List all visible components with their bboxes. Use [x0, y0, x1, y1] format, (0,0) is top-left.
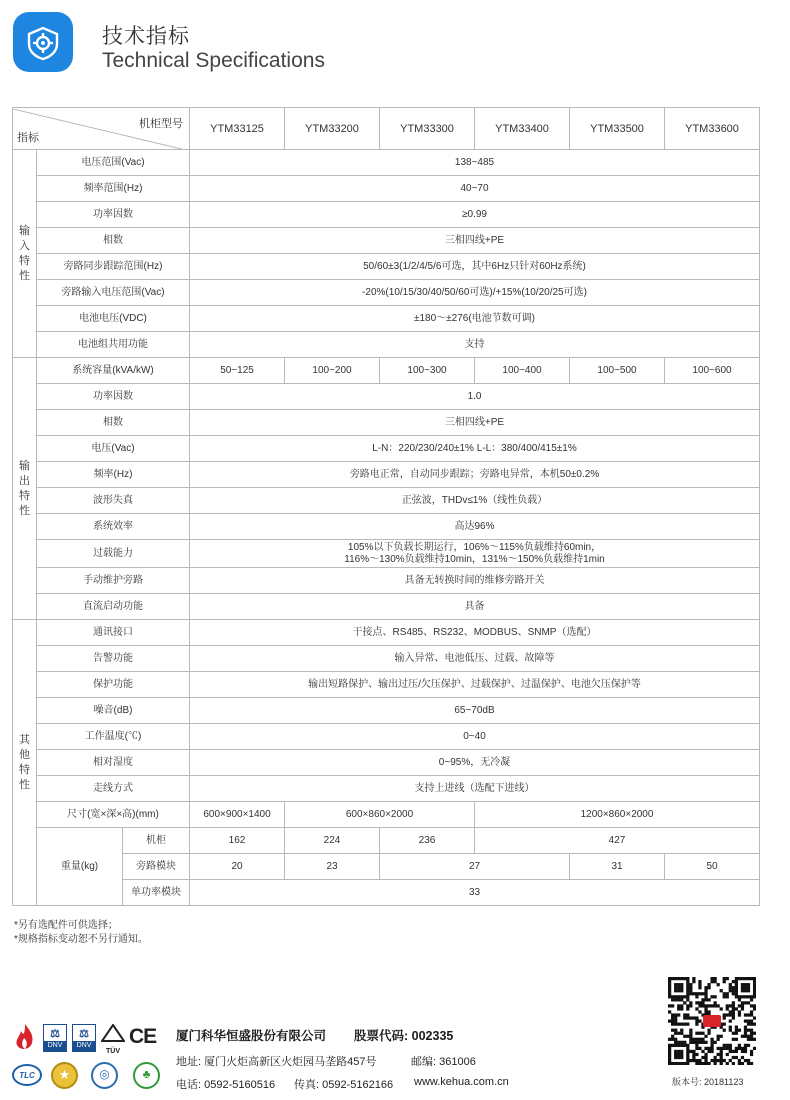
award-seal-icon: ★ — [51, 1062, 78, 1089]
row-label: 工作温度(℃) — [37, 724, 190, 750]
table-row — [13, 462, 760, 488]
table-row — [13, 698, 760, 724]
table-row — [13, 880, 760, 906]
row-value: 旁路电正常，自动同步跟踪；旁路电异常，本机50±0.2% — [190, 462, 760, 488]
row-label: 相数 — [37, 228, 190, 254]
row-value: 正弦波，THDv≤1%（线性负载） — [190, 488, 760, 514]
table-row — [13, 332, 760, 358]
page-title: 技术指标 — [102, 25, 190, 48]
row-value: -20%(10/15/30/40/50/60可选)/+15%(10/20/25可选) — [190, 280, 760, 306]
weight-value: 31 — [570, 854, 665, 880]
row-value: ≥0.99 — [190, 202, 760, 228]
row-label: 直流启动功能 — [37, 594, 190, 620]
table-row — [13, 514, 760, 540]
row-label: 系统容量(kVA/kW) — [37, 358, 190, 384]
row-label: 电压(Vac) — [37, 436, 190, 462]
website-link[interactable]: www.kehua.com.cn — [414, 1076, 509, 1088]
brand-seal-icon: ◎ — [91, 1062, 118, 1089]
capacity-value: 100~500 — [570, 358, 665, 384]
row-label: 手动维护旁路 — [37, 568, 190, 594]
table-corner-cell — [13, 108, 190, 150]
row-value: 输出短路保护、输出过压/欠压保护、过载保护、过温保护、电池欠压保护等 — [190, 672, 760, 698]
row-value: 干接点、RS485、RS232、MODBUS、SNMP（选配） — [190, 620, 760, 646]
table-row — [13, 568, 760, 594]
dimension-value: 600×860×2000 — [285, 802, 475, 828]
flame-logo-icon — [12, 1022, 38, 1054]
table-row — [13, 828, 760, 854]
row-value: 具备无转换时间的维修旁路开关 — [190, 568, 760, 594]
row-value: 三相四线+PE — [190, 410, 760, 436]
table-row — [13, 228, 760, 254]
row-label: 系统效率 — [37, 514, 190, 540]
overload-line-2: 116%～130%负载维持10min，131%～150%负载维持1min — [344, 553, 605, 565]
corner-model-label: 机柜型号 — [139, 117, 184, 130]
row-label: 功率因数 — [37, 384, 190, 410]
row-value — [190, 540, 760, 568]
row-value: 65~70dB — [190, 698, 760, 724]
row-label: 走线方式 — [37, 776, 190, 802]
row-label: 尺寸(宽×深×高)(mm) — [37, 802, 190, 828]
weight-sub-label: 单功率模块 — [123, 880, 190, 906]
table-row — [13, 176, 760, 202]
qr-code-icon — [668, 977, 756, 1065]
row-label: 频率范围(Hz) — [37, 176, 190, 202]
row-label: 波形失真 — [37, 488, 190, 514]
eco-seal-icon: ♣ — [133, 1062, 160, 1089]
row-label: 电池组共用功能 — [37, 332, 190, 358]
table-row — [13, 488, 760, 514]
model-header: YTM33125 — [190, 108, 285, 150]
row-label: 保护功能 — [37, 672, 190, 698]
page-subtitle: Technical Specifications — [102, 49, 325, 72]
row-value: ±180～±276(电池节数可调) — [190, 306, 760, 332]
weight-value: 236 — [380, 828, 475, 854]
table-row — [13, 776, 760, 802]
table-row — [13, 306, 760, 332]
weight-value: 50 — [665, 854, 760, 880]
row-value: 支持 — [190, 332, 760, 358]
weight-value: 23 — [285, 854, 380, 880]
overload-line-1: 105%以下负载长期运行，106%～115%负载维持60min， — [347, 541, 602, 553]
tuv-logo-icon: TÜV — [101, 1024, 125, 1052]
row-label: 电压范围(Vac) — [37, 150, 190, 176]
certification-logos — [12, 1022, 162, 1092]
weight-value: 27 — [380, 854, 570, 880]
model-header: YTM33200 — [285, 108, 380, 150]
postcode: 邮编: 361006 — [411, 1056, 476, 1068]
model-header: YTM33600 — [665, 108, 760, 150]
weight-label: 重量(kg) — [37, 828, 123, 906]
row-label: 旁路输入电压范围(Vac) — [37, 280, 190, 306]
model-header: YTM33500 — [570, 108, 665, 150]
version-number: 版本号: 20181123 — [672, 1077, 744, 1087]
weight-value: 162 — [190, 828, 285, 854]
row-label: 相对湿度 — [37, 750, 190, 776]
company-name: 厦门科华恒盛股份有限公司 — [176, 1029, 327, 1043]
capacity-value: 50~125 — [190, 358, 285, 384]
note-disclaimer: *规格指标变动恕不另行通知。 — [14, 934, 148, 945]
ce-logo-icon: CE — [129, 1025, 157, 1048]
model-header: YTM33300 — [380, 108, 475, 150]
weight-value: 427 — [475, 828, 760, 854]
table-row — [13, 358, 760, 384]
dnv-logo-icon: ⚖ DNV — [43, 1024, 67, 1052]
spec-table — [12, 107, 760, 906]
row-label: 旁路同步跟踪范围(Hz) — [37, 254, 190, 280]
table-row — [13, 854, 760, 880]
row-value: 40~70 — [190, 176, 760, 202]
row-value: 输入异常、电池低压、过载、故障等 — [190, 646, 760, 672]
weight-value: 33 — [190, 880, 760, 906]
table-row — [13, 436, 760, 462]
table-row — [13, 202, 760, 228]
row-label: 电池电压(VDC) — [37, 306, 190, 332]
row-label: 相数 — [37, 410, 190, 436]
address: 地址: 厦门火炬高新区火炬园马垄路457号 — [176, 1056, 377, 1068]
section-other-label: 其 他 特 性 — [13, 620, 37, 906]
row-value: 0~95%，无冷凝 — [190, 750, 760, 776]
row-value: 1.0 — [190, 384, 760, 410]
corner-index-label: 指标 — [17, 131, 39, 144]
table-row — [13, 254, 760, 280]
weight-value: 224 — [285, 828, 380, 854]
row-label: 告警功能 — [37, 646, 190, 672]
table-row — [13, 620, 760, 646]
model-header: YTM33400 — [475, 108, 570, 150]
weight-value: 20 — [190, 854, 285, 880]
dnv-logo-icon: ⚖ DNV — [72, 1024, 96, 1052]
table-row — [13, 646, 760, 672]
section-input-label: 输 入 特 性 — [13, 150, 37, 358]
capacity-value: 100~400 — [475, 358, 570, 384]
row-value: 三相四线+PE — [190, 228, 760, 254]
table-row — [13, 540, 760, 568]
section-output-label: 输 出 特 性 — [13, 358, 37, 620]
weight-sub-label: 旁路模块 — [123, 854, 190, 880]
table-row — [13, 750, 760, 776]
stock-code: 股票代码: 002335 — [354, 1029, 454, 1043]
row-label: 通讯接口 — [37, 620, 190, 646]
table-row — [13, 672, 760, 698]
row-value: 138~485 — [190, 150, 760, 176]
row-value: 0~40 — [190, 724, 760, 750]
row-label: 功率因数 — [37, 202, 190, 228]
row-value: 支持上进线（选配下进线） — [190, 776, 760, 802]
table-header-row — [13, 108, 760, 150]
table-row — [13, 150, 760, 176]
capacity-value: 100~300 — [380, 358, 475, 384]
table-row — [13, 280, 760, 306]
row-value: 50/60±3(1/2/4/5/6可选，其中6Hz只针对60Hz系统) — [190, 254, 760, 280]
table-row — [13, 384, 760, 410]
fax: 传真: 0592-5162166 — [294, 1079, 394, 1091]
row-label: 过载能力 — [37, 540, 190, 568]
dimension-value: 600×900×1400 — [190, 802, 285, 828]
row-value: L-N：220/230/240±1% L-L：380/400/415±1% — [190, 436, 760, 462]
phone: 电话: 0592-5160516 — [176, 1079, 276, 1091]
table-row — [13, 410, 760, 436]
table-row — [13, 594, 760, 620]
note-optional: *另有选配件可供选择； — [14, 920, 118, 931]
table-row — [13, 802, 760, 828]
weight-sub-label: 机柜 — [123, 828, 190, 854]
row-label: 噪音(dB) — [37, 698, 190, 724]
row-value: 具备 — [190, 594, 760, 620]
capacity-value: 100~200 — [285, 358, 380, 384]
dimension-value: 1200×860×2000 — [475, 802, 760, 828]
tlc-logo-icon: TLC — [12, 1064, 42, 1086]
row-value: 高达96% — [190, 514, 760, 540]
gear-shield-icon — [13, 12, 73, 72]
capacity-value: 100~600 — [665, 358, 760, 384]
table-row — [13, 724, 760, 750]
row-label: 频率(Hz) — [37, 462, 190, 488]
